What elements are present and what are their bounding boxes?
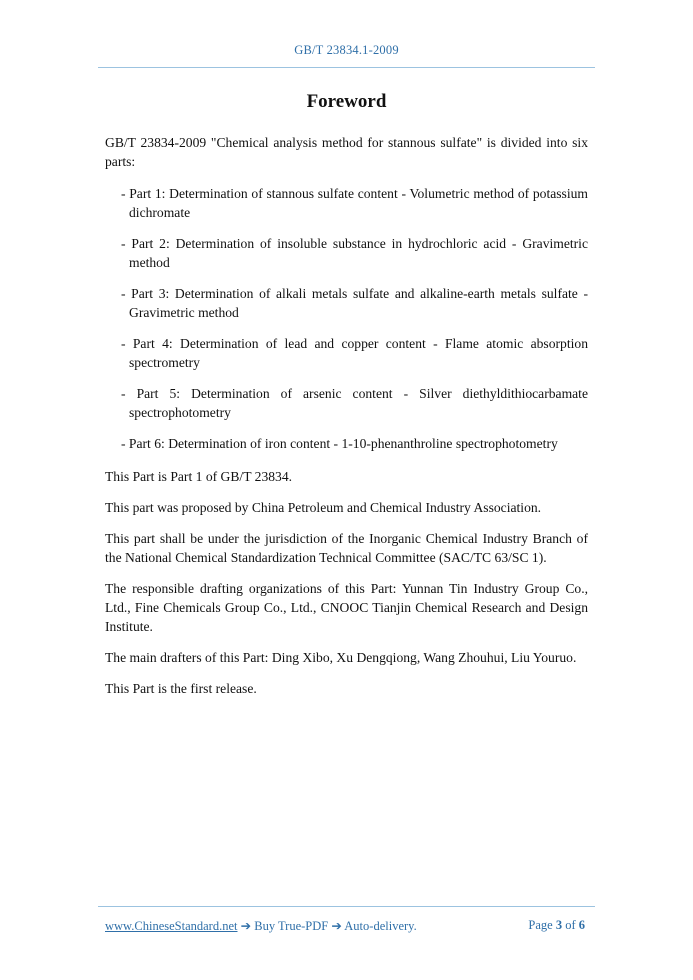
header-divider <box>98 67 595 68</box>
footer-promo <box>105 918 417 934</box>
delivery-text: Auto-delivery. <box>344 919 417 933</box>
proposer-statement: This part was proposed by China Petroleum and Chemical Industry Association. <box>105 500 542 515</box>
part-list-item: - Part 1: Determination of stannous sulfate content - Volumetric method of potassium dichromate <box>121 186 588 220</box>
document-body <box>105 133 588 710</box>
page-label: Page <box>528 918 553 932</box>
intro-paragraph: GB/T 23834-2009 "Chemical analysis method for stannous sulfate" is divided into six parts: <box>105 135 588 169</box>
page-title: Foreword <box>306 91 387 112</box>
part-list-item: - Part 5: Determination of arsenic content - Silver diethyldithiocarbamate spectrophotometry <box>121 386 588 420</box>
part-list-item: - Part 3: Determination of alkali metals sulfate and alkaline-earth metals sulfate - Gravimetric method <box>121 286 588 320</box>
arrow-icon: ➔ <box>328 919 345 933</box>
site-link[interactable]: www.ChineseStandard.net <box>105 919 238 933</box>
page-number <box>528 918 585 933</box>
release-statement: This Part is the first release. <box>105 681 257 696</box>
part-list-item: - Part 6: Determination of iron content - 1-10-phenanthroline spectrophotometry <box>121 436 558 451</box>
part-list-item: - Part 4: Determination of lead and copper content - Flame atomic absorption spectrometry <box>121 336 588 370</box>
running-header: GB/T 23834.1-2009 <box>294 43 399 57</box>
page-current: 3 <box>555 918 563 932</box>
arrow-icon: ➔ <box>237 919 255 933</box>
buy-link[interactable]: Buy True-PDF <box>254 919 329 933</box>
jurisdiction-statement: This part shall be under the jurisdiction of the Inorganic Chemical Industry Branch of the National Chemical Standardization Technical Committee (SAC/TC 63/SC 1). <box>105 531 588 565</box>
footer-divider <box>98 906 595 907</box>
drafting-organizations: The responsible drafting organizations of this Part: Yunnan Tin Industry Group Co., Ltd., Fine Chemicals Group Co., Ltd., CNOOC Tianjin Chemical Research and Design Institute. <box>105 581 588 634</box>
page-of: of <box>565 918 576 932</box>
part-list-item: - Part 2: Determination of insoluble substance in hydrochloric acid - Gravimetric method <box>121 236 588 270</box>
part-statement: This Part is Part 1 of GB/T 23834. <box>105 469 293 484</box>
page-total: 6 <box>578 918 585 932</box>
main-drafters: The main drafters of this Part: Ding Xibo, Xu Dengqiong, Wang Zhouhui, Liu Youruo. <box>105 650 577 665</box>
